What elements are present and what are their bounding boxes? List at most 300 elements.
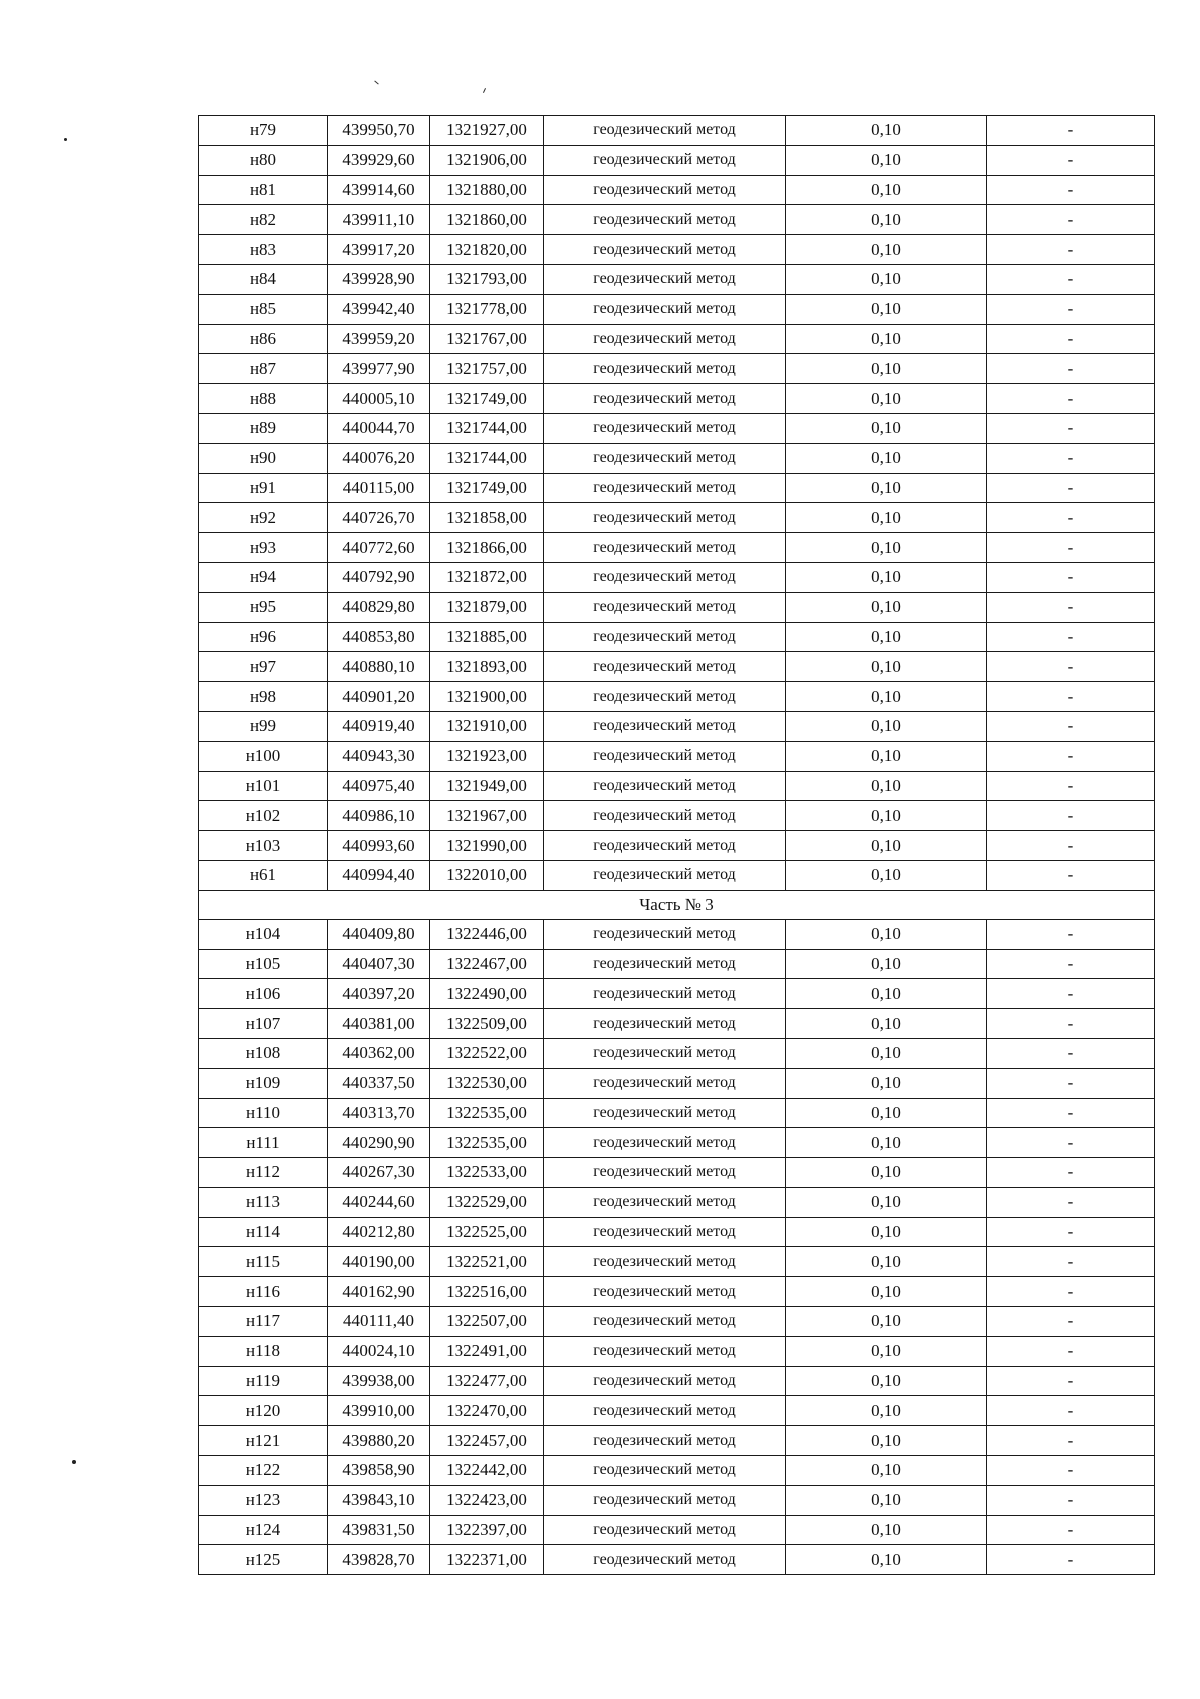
note-cell: -	[987, 145, 1155, 175]
table-row	[199, 116, 1155, 146]
point-number-cell: н80	[199, 145, 328, 175]
accuracy-cell: 0,10	[786, 235, 987, 265]
x-coordinate-cell: 439928,90	[328, 264, 430, 294]
point-number-cell: н109	[199, 1068, 328, 1098]
method-cell: геодезический метод	[544, 1426, 786, 1456]
y-coordinate-cell: 1321900,00	[430, 682, 544, 712]
table-row	[199, 682, 1155, 712]
x-coordinate-cell: 440290,90	[328, 1128, 430, 1158]
table-row	[199, 145, 1155, 175]
accuracy-cell: 0,10	[786, 979, 987, 1009]
note-cell: -	[987, 860, 1155, 890]
table-row	[199, 324, 1155, 354]
note-cell: -	[987, 1187, 1155, 1217]
y-coordinate-cell: 1321893,00	[430, 652, 544, 682]
accuracy-cell: 0,10	[786, 1515, 987, 1545]
point-number-cell: н94	[199, 562, 328, 592]
accuracy-cell: 0,10	[786, 711, 987, 741]
note-cell: -	[987, 1128, 1155, 1158]
accuracy-cell: 0,10	[786, 1009, 987, 1039]
table-row	[199, 652, 1155, 682]
point-number-cell: н100	[199, 741, 328, 771]
accuracy-cell: 0,10	[786, 1128, 987, 1158]
x-coordinate-cell: 440397,20	[328, 979, 430, 1009]
x-coordinate-cell: 439880,20	[328, 1426, 430, 1456]
point-number-cell: н95	[199, 592, 328, 622]
x-coordinate-cell: 440313,70	[328, 1098, 430, 1128]
point-number-cell: н115	[199, 1247, 328, 1277]
x-coordinate-cell: 440986,10	[328, 801, 430, 831]
table-row	[199, 473, 1155, 503]
point-number-cell: н116	[199, 1277, 328, 1307]
scan-speck	[374, 81, 378, 85]
note-cell: -	[987, 473, 1155, 503]
x-coordinate-cell: 440901,20	[328, 682, 430, 712]
method-cell: геодезический метод	[544, 1128, 786, 1158]
accuracy-cell: 0,10	[786, 1068, 987, 1098]
y-coordinate-cell: 1321744,00	[430, 443, 544, 473]
point-number-cell: н99	[199, 711, 328, 741]
table-row	[199, 503, 1155, 533]
y-coordinate-cell: 1322371,00	[430, 1545, 544, 1575]
accuracy-cell: 0,10	[786, 860, 987, 890]
note-cell: -	[987, 1485, 1155, 1515]
note-cell: -	[987, 384, 1155, 414]
x-coordinate-cell: 440044,70	[328, 413, 430, 443]
accuracy-cell: 0,10	[786, 354, 987, 384]
accuracy-cell: 0,10	[786, 116, 987, 146]
table-row	[199, 533, 1155, 563]
method-cell: геодезический метод	[544, 145, 786, 175]
x-coordinate-cell: 440726,70	[328, 503, 430, 533]
y-coordinate-cell: 1322535,00	[430, 1098, 544, 1128]
note-cell: -	[987, 1247, 1155, 1277]
method-cell: геодезический метод	[544, 533, 786, 563]
accuracy-cell: 0,10	[786, 324, 987, 354]
table-row	[199, 979, 1155, 1009]
y-coordinate-cell: 1321923,00	[430, 741, 544, 771]
note-cell: -	[987, 622, 1155, 652]
note-cell: -	[987, 1217, 1155, 1247]
y-coordinate-cell: 1322490,00	[430, 979, 544, 1009]
table-row	[199, 741, 1155, 771]
point-number-cell: н120	[199, 1396, 328, 1426]
x-coordinate-cell: 440115,00	[328, 473, 430, 503]
y-coordinate-cell: 1321744,00	[430, 413, 544, 443]
table-row	[199, 1038, 1155, 1068]
y-coordinate-cell: 1321872,00	[430, 562, 544, 592]
point-number-cell: н97	[199, 652, 328, 682]
point-number-cell: н88	[199, 384, 328, 414]
method-cell: геодезический метод	[544, 443, 786, 473]
point-number-cell: н124	[199, 1515, 328, 1545]
y-coordinate-cell: 1322457,00	[430, 1426, 544, 1456]
note-cell: -	[987, 175, 1155, 205]
accuracy-cell: 0,10	[786, 533, 987, 563]
table-row	[199, 175, 1155, 205]
x-coordinate-cell: 440362,00	[328, 1038, 430, 1068]
note-cell: -	[987, 771, 1155, 801]
table-row	[199, 592, 1155, 622]
method-cell: геодезический метод	[544, 919, 786, 949]
accuracy-cell: 0,10	[786, 741, 987, 771]
x-coordinate-cell: 439977,90	[328, 354, 430, 384]
accuracy-cell: 0,10	[786, 1336, 987, 1366]
y-coordinate-cell: 1321820,00	[430, 235, 544, 265]
accuracy-cell: 0,10	[786, 1098, 987, 1128]
accuracy-cell: 0,10	[786, 1158, 987, 1188]
x-coordinate-cell: 439910,00	[328, 1396, 430, 1426]
accuracy-cell: 0,10	[786, 1277, 987, 1307]
x-coordinate-cell: 439938,00	[328, 1366, 430, 1396]
point-number-cell: н61	[199, 860, 328, 890]
accuracy-cell: 0,10	[786, 801, 987, 831]
y-coordinate-cell: 1322467,00	[430, 949, 544, 979]
point-number-cell: н108	[199, 1038, 328, 1068]
note-cell: -	[987, 919, 1155, 949]
accuracy-cell: 0,10	[786, 1456, 987, 1486]
table-row	[199, 1009, 1155, 1039]
x-coordinate-cell: 440792,90	[328, 562, 430, 592]
method-cell: геодезический метод	[544, 354, 786, 384]
method-cell: геодезический метод	[544, 473, 786, 503]
y-coordinate-cell: 1321757,00	[430, 354, 544, 384]
table-row	[199, 443, 1155, 473]
note-cell: -	[987, 1038, 1155, 1068]
point-number-cell: н101	[199, 771, 328, 801]
y-coordinate-cell: 1321967,00	[430, 801, 544, 831]
point-number-cell: н91	[199, 473, 328, 503]
x-coordinate-cell: 440772,60	[328, 533, 430, 563]
y-coordinate-cell: 1321860,00	[430, 205, 544, 235]
method-cell: геодезический метод	[544, 622, 786, 652]
method-cell: геодезический метод	[544, 1247, 786, 1277]
x-coordinate-cell: 439914,60	[328, 175, 430, 205]
y-coordinate-cell: 1322470,00	[430, 1396, 544, 1426]
point-number-cell: н85	[199, 294, 328, 324]
accuracy-cell: 0,10	[786, 622, 987, 652]
accuracy-cell: 0,10	[786, 294, 987, 324]
note-cell: -	[987, 801, 1155, 831]
point-number-cell: н112	[199, 1158, 328, 1188]
table-row	[199, 919, 1155, 949]
point-number-cell: н122	[199, 1456, 328, 1486]
x-coordinate-cell: 440409,80	[328, 919, 430, 949]
y-coordinate-cell: 1322491,00	[430, 1336, 544, 1366]
method-cell: геодезический метод	[544, 294, 786, 324]
x-coordinate-cell: 440880,10	[328, 652, 430, 682]
y-coordinate-cell: 1321885,00	[430, 622, 544, 652]
table-row	[199, 1545, 1155, 1575]
note-cell: -	[987, 682, 1155, 712]
point-number-cell: н93	[199, 533, 328, 563]
table-row	[199, 771, 1155, 801]
method-cell: геодезический метод	[544, 324, 786, 354]
x-coordinate-cell: 440212,80	[328, 1217, 430, 1247]
table-row	[199, 949, 1155, 979]
x-coordinate-cell: 440267,30	[328, 1158, 430, 1188]
table-row	[199, 413, 1155, 443]
point-number-cell: н121	[199, 1426, 328, 1456]
x-coordinate-cell: 440244,60	[328, 1187, 430, 1217]
accuracy-cell: 0,10	[786, 592, 987, 622]
y-coordinate-cell: 1322530,00	[430, 1068, 544, 1098]
point-number-cell: н125	[199, 1545, 328, 1575]
accuracy-cell: 0,10	[786, 652, 987, 682]
table-row	[199, 235, 1155, 265]
note-cell: -	[987, 1545, 1155, 1575]
x-coordinate-cell: 440994,40	[328, 860, 430, 890]
method-cell: геодезический метод	[544, 1515, 786, 1545]
x-coordinate-cell: 439911,10	[328, 205, 430, 235]
accuracy-cell: 0,10	[786, 1247, 987, 1277]
point-number-cell: н89	[199, 413, 328, 443]
x-coordinate-cell: 440076,20	[328, 443, 430, 473]
point-number-cell: н86	[199, 324, 328, 354]
method-cell: геодезический метод	[544, 1098, 786, 1128]
x-coordinate-cell: 439950,70	[328, 116, 430, 146]
accuracy-cell: 0,10	[786, 1485, 987, 1515]
note-cell: -	[987, 711, 1155, 741]
note-cell: -	[987, 354, 1155, 384]
accuracy-cell: 0,10	[786, 1038, 987, 1068]
x-coordinate-cell: 440919,40	[328, 711, 430, 741]
accuracy-cell: 0,10	[786, 562, 987, 592]
point-number-cell: н81	[199, 175, 328, 205]
note-cell: -	[987, 533, 1155, 563]
y-coordinate-cell: 1322507,00	[430, 1307, 544, 1337]
table-row	[199, 1307, 1155, 1337]
accuracy-cell: 0,10	[786, 473, 987, 503]
table-row	[199, 1396, 1155, 1426]
point-number-cell: н92	[199, 503, 328, 533]
y-coordinate-cell: 1322529,00	[430, 1187, 544, 1217]
x-coordinate-cell: 440381,00	[328, 1009, 430, 1039]
accuracy-cell: 0,10	[786, 413, 987, 443]
point-number-cell: н118	[199, 1336, 328, 1366]
method-cell: геодезический метод	[544, 503, 786, 533]
x-coordinate-cell: 440162,90	[328, 1277, 430, 1307]
x-coordinate-cell: 439858,90	[328, 1456, 430, 1486]
table-row	[199, 354, 1155, 384]
scan-speck	[64, 138, 67, 141]
point-number-cell: н113	[199, 1187, 328, 1217]
table-row	[199, 1068, 1155, 1098]
point-number-cell: н90	[199, 443, 328, 473]
x-coordinate-cell: 440943,30	[328, 741, 430, 771]
table-row	[199, 264, 1155, 294]
method-cell: геодезический метод	[544, 741, 786, 771]
accuracy-cell: 0,10	[786, 384, 987, 414]
method-cell: геодезический метод	[544, 1009, 786, 1039]
x-coordinate-cell: 439843,10	[328, 1485, 430, 1515]
point-number-cell: н96	[199, 622, 328, 652]
method-cell: геодезический метод	[544, 711, 786, 741]
point-number-cell: н103	[199, 831, 328, 861]
point-number-cell: н104	[199, 919, 328, 949]
accuracy-cell: 0,10	[786, 1217, 987, 1247]
x-coordinate-cell: 439828,70	[328, 1545, 430, 1575]
method-cell: геодезический метод	[544, 1456, 786, 1486]
table-row	[199, 831, 1155, 861]
table-row	[199, 1187, 1155, 1217]
point-number-cell: н106	[199, 979, 328, 1009]
point-number-cell: н110	[199, 1098, 328, 1128]
note-cell: -	[987, 831, 1155, 861]
method-cell: геодезический метод	[544, 1545, 786, 1575]
method-cell: геодезический метод	[544, 1068, 786, 1098]
accuracy-cell: 0,10	[786, 145, 987, 175]
note-cell: -	[987, 1158, 1155, 1188]
y-coordinate-cell: 1322516,00	[430, 1277, 544, 1307]
x-coordinate-cell: 439959,20	[328, 324, 430, 354]
point-number-cell: н117	[199, 1307, 328, 1337]
y-coordinate-cell: 1322446,00	[430, 919, 544, 949]
note-cell: -	[987, 1307, 1155, 1337]
note-cell: -	[987, 235, 1155, 265]
point-number-cell: н82	[199, 205, 328, 235]
accuracy-cell: 0,10	[786, 949, 987, 979]
point-number-cell: н114	[199, 1217, 328, 1247]
table-row	[199, 622, 1155, 652]
table-row	[199, 1485, 1155, 1515]
x-coordinate-cell: 439917,20	[328, 235, 430, 265]
point-number-cell: н119	[199, 1366, 328, 1396]
note-cell: -	[987, 413, 1155, 443]
accuracy-cell: 0,10	[786, 1426, 987, 1456]
x-coordinate-cell: 440190,00	[328, 1247, 430, 1277]
y-coordinate-cell: 1322397,00	[430, 1515, 544, 1545]
y-coordinate-cell: 1321927,00	[430, 116, 544, 146]
method-cell: геодезический метод	[544, 1277, 786, 1307]
note-cell: -	[987, 294, 1155, 324]
table-row	[199, 205, 1155, 235]
y-coordinate-cell: 1321858,00	[430, 503, 544, 533]
method-cell: геодезический метод	[544, 205, 786, 235]
method-cell: геодезический метод	[544, 562, 786, 592]
x-coordinate-cell: 440337,50	[328, 1068, 430, 1098]
method-cell: геодезический метод	[544, 801, 786, 831]
method-cell: геодезический метод	[544, 235, 786, 265]
accuracy-cell: 0,10	[786, 264, 987, 294]
note-cell: -	[987, 116, 1155, 146]
method-cell: геодезический метод	[544, 860, 786, 890]
accuracy-cell: 0,10	[786, 831, 987, 861]
table-row	[199, 1515, 1155, 1545]
y-coordinate-cell: 1321866,00	[430, 533, 544, 563]
coordinates-table	[198, 115, 1155, 1575]
point-number-cell: н102	[199, 801, 328, 831]
scan-speck	[483, 88, 486, 93]
x-coordinate-cell: 440975,40	[328, 771, 430, 801]
accuracy-cell: 0,10	[786, 1366, 987, 1396]
method-cell: геодезический метод	[544, 116, 786, 146]
note-cell: -	[987, 741, 1155, 771]
accuracy-cell: 0,10	[786, 205, 987, 235]
x-coordinate-cell: 440024,10	[328, 1336, 430, 1366]
table-row	[199, 1247, 1155, 1277]
point-number-cell: н123	[199, 1485, 328, 1515]
method-cell: геодезический метод	[544, 831, 786, 861]
method-cell: геодезический метод	[544, 682, 786, 712]
point-number-cell: н83	[199, 235, 328, 265]
point-number-cell: н111	[199, 1128, 328, 1158]
y-coordinate-cell: 1322525,00	[430, 1217, 544, 1247]
y-coordinate-cell: 1322423,00	[430, 1485, 544, 1515]
y-coordinate-cell: 1321906,00	[430, 145, 544, 175]
note-cell: -	[987, 1426, 1155, 1456]
table-row	[199, 1098, 1155, 1128]
x-coordinate-cell: 440111,40	[328, 1307, 430, 1337]
note-cell: -	[987, 1068, 1155, 1098]
note-cell: -	[987, 1366, 1155, 1396]
method-cell: геодезический метод	[544, 771, 786, 801]
accuracy-cell: 0,10	[786, 1545, 987, 1575]
y-coordinate-cell: 1321880,00	[430, 175, 544, 205]
note-cell: -	[987, 205, 1155, 235]
y-coordinate-cell: 1322442,00	[430, 1456, 544, 1486]
y-coordinate-cell: 1322477,00	[430, 1366, 544, 1396]
point-number-cell: н79	[199, 116, 328, 146]
table-row	[199, 1217, 1155, 1247]
point-number-cell: н87	[199, 354, 328, 384]
method-cell: геодезический метод	[544, 592, 786, 622]
accuracy-cell: 0,10	[786, 919, 987, 949]
note-cell: -	[987, 1098, 1155, 1128]
point-number-cell: н98	[199, 682, 328, 712]
note-cell: -	[987, 1336, 1155, 1366]
note-cell: -	[987, 1396, 1155, 1426]
note-cell: -	[987, 1277, 1155, 1307]
section-title: Часть № 3	[199, 890, 1155, 919]
x-coordinate-cell: 439831,50	[328, 1515, 430, 1545]
note-cell: -	[987, 264, 1155, 294]
method-cell: геодезический метод	[544, 1366, 786, 1396]
table-row	[199, 1426, 1155, 1456]
y-coordinate-cell: 1322533,00	[430, 1158, 544, 1188]
y-coordinate-cell: 1321793,00	[430, 264, 544, 294]
method-cell: геодезический метод	[544, 949, 786, 979]
accuracy-cell: 0,10	[786, 1307, 987, 1337]
accuracy-cell: 0,10	[786, 503, 987, 533]
note-cell: -	[987, 1456, 1155, 1486]
y-coordinate-cell: 1322509,00	[430, 1009, 544, 1039]
note-cell: -	[987, 1515, 1155, 1545]
method-cell: геодезический метод	[544, 1187, 786, 1217]
y-coordinate-cell: 1321767,00	[430, 324, 544, 354]
table-row	[199, 562, 1155, 592]
note-cell: -	[987, 652, 1155, 682]
x-coordinate-cell: 440993,60	[328, 831, 430, 861]
table-row	[199, 1277, 1155, 1307]
point-number-cell: н105	[199, 949, 328, 979]
method-cell: геодезический метод	[544, 1307, 786, 1337]
accuracy-cell: 0,10	[786, 1187, 987, 1217]
note-cell: -	[987, 592, 1155, 622]
accuracy-cell: 0,10	[786, 682, 987, 712]
y-coordinate-cell: 1321990,00	[430, 831, 544, 861]
table-row	[199, 860, 1155, 890]
method-cell: геодезический метод	[544, 979, 786, 1009]
accuracy-cell: 0,10	[786, 771, 987, 801]
method-cell: геодезический метод	[544, 175, 786, 205]
y-coordinate-cell: 1321910,00	[430, 711, 544, 741]
table-row	[199, 1158, 1155, 1188]
method-cell: геодезический метод	[544, 1158, 786, 1188]
method-cell: геодезический метод	[544, 1217, 786, 1247]
point-number-cell: н84	[199, 264, 328, 294]
y-coordinate-cell: 1322535,00	[430, 1128, 544, 1158]
